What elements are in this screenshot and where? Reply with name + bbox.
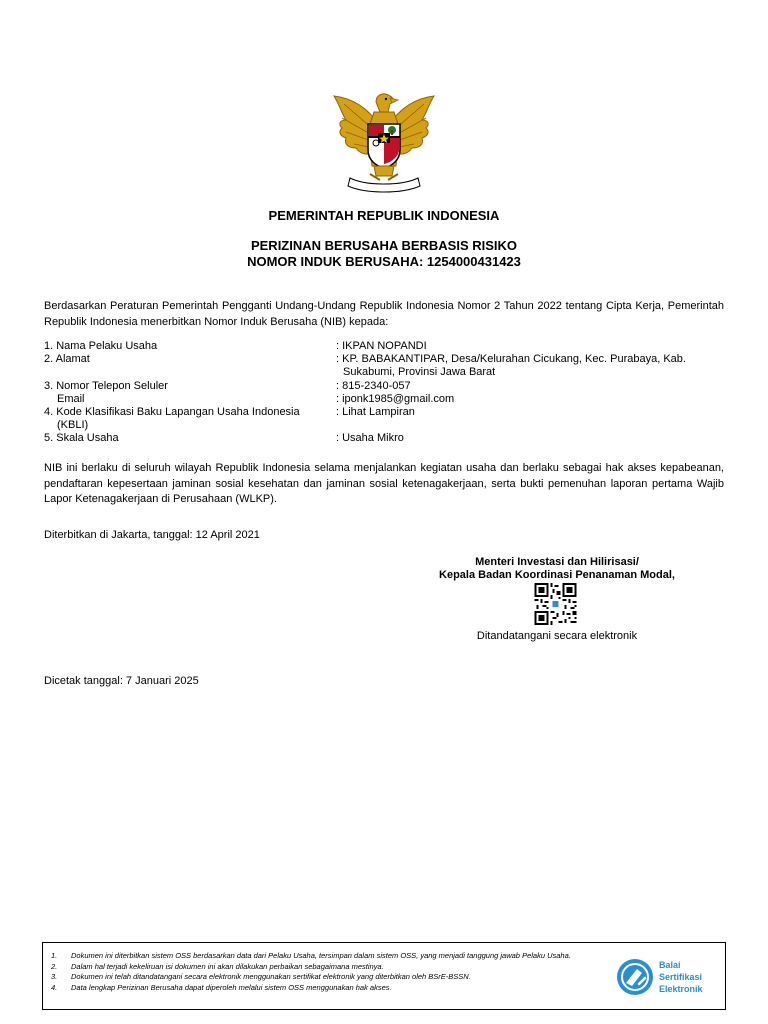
kbli-label-line-2: (KBLI) — [57, 419, 89, 432]
address-value-line-1: : KP. BABAKANTIPAR, Desa/Kelurahan Cicukang, Kec. Purabaya, Kab. — [336, 353, 686, 366]
address-value-line-2: Sukabumi, Provinsi Jawa Barat — [343, 366, 496, 379]
address-label: 2. Alamat — [44, 353, 90, 366]
footer-note — [51, 951, 617, 962]
footer-note-text: Dalam hal terjadi kekeliruan isi dokumen ini akan dilakukan perbaikan sebagaimana mestinya. — [71, 961, 384, 971]
document-title: PERIZINAN BERUSAHA BERBASIS RISIKO — [250, 238, 518, 253]
footer-note-number: 1. — [51, 951, 58, 960]
bsre-line-2: Sertifikasi — [659, 972, 703, 982]
phone-value: : 815-2340-057 — [336, 379, 411, 392]
footer-note — [51, 962, 617, 973]
footer-note-text: Dokumen ini telah ditandatangani secara elektronik menggunakan sertifikat elektronik yang diterbitkan oleh BSrE-BSSN. — [71, 972, 471, 981]
bsre-logo — [615, 957, 717, 999]
nib-validity-paragraph: NIB ini berlaku di seluruh wilayah Republik Indonesia selama menjalankan kegiatan usaha dan berlaku sebagai hak akses kepabeanan, pendaftaran kepesertaan jaminan sosial kesehatan dan jaminan sosial ketenagakerjaan, serta bukti pemenuhan laporan pertama Wajib Lapor Ketenagakerjaan di Perusahaan (WLKP). — [44, 462, 724, 505]
footer-note-number: 4. — [51, 982, 58, 992]
field-row-phone — [44, 380, 724, 393]
kbli-value: : Lihat Lampiran — [336, 406, 415, 419]
bsre-logo-text — [659, 959, 703, 995]
intro-paragraph: Berdasarkan Peraturan Pemerintah Pengganti Undang-Undang Republik Indonesia Nomor 2 Tahun 2022 tentang Cipta Kerja, Pemerintah Republik Indonesia menerbitkan Nomor Induk Berusaha (NIB) kepada: — [44, 300, 724, 328]
footer-note-text: Data lengkap Perizinan Berusaha dapat diperoleh melalui sistem OSS menggunakan hak akses. — [71, 982, 392, 992]
issued-date: Diterbitkan di Jakarta, tanggal: 12 April 2021 — [44, 529, 260, 541]
bsre-line-3: Elektronik — [659, 984, 703, 994]
signatory-title-line-1: Menteri Investasi dan Hilirisasi/ — [475, 556, 639, 568]
footer-notes-box — [42, 942, 726, 1010]
email-label-wrap — [44, 393, 336, 406]
phone-label: 3. Nomor Telepon Seluler — [44, 379, 168, 392]
government-heading: PEMERINTAH REPUBLIK INDONESIA — [268, 208, 500, 223]
scale-value: : Usaha Mikro — [336, 432, 404, 445]
footer-note-text: Dokumen ini diterbitkan sistem OSS berdasarkan data dari Pelaku Usaha, tersimpan dalam sistem OSS, yang menjadi tanggung jawab Pelaku Usaha. — [71, 951, 571, 960]
qr-code-icon[interactable] — [533, 583, 578, 625]
nib-number-heading: NOMOR INDUK BERUSAHA: 1254000431423 — [247, 254, 521, 269]
scale-label: 5. Skala Usaha — [44, 432, 119, 445]
kbli-label — [44, 406, 336, 432]
footer-note-number: 3. — [51, 972, 58, 981]
kbli-label-line-1: 4. Kode Klasifikasi Baku Lapangan Usaha Indonesia — [44, 406, 300, 419]
footer-note-number: 2. — [51, 961, 58, 971]
email-value: : iponk1985@gmail.com — [336, 392, 455, 405]
footer-note — [51, 983, 617, 994]
signatory-title — [420, 556, 694, 582]
electronic-signature-note: Ditandatangani secara elektronik — [476, 630, 638, 642]
footer-notes-list — [51, 951, 617, 993]
bsre-line-1: Balai — [659, 960, 681, 970]
business-details — [44, 340, 724, 446]
signatory-title-line-2: Kepala Badan Koordinasi Penanaman Modal, — [439, 569, 675, 582]
field-row-name — [44, 340, 724, 353]
field-row-email — [44, 393, 724, 406]
name-label: 1. Nama Pelaku Usaha — [44, 340, 158, 352]
bsre-emblem-icon — [615, 957, 655, 997]
field-row-kbli — [44, 406, 724, 432]
field-row-address — [44, 353, 724, 379]
name-value: : IKPAN NOPANDI — [336, 340, 427, 352]
address-value — [336, 353, 724, 379]
footer-note — [51, 972, 617, 983]
field-row-scale — [44, 432, 724, 445]
email-label: Email — [57, 392, 85, 405]
printed-date: Dicetak tanggal: 7 Januari 2025 — [44, 675, 199, 687]
garuda-pancasila-emblem — [330, 90, 438, 196]
